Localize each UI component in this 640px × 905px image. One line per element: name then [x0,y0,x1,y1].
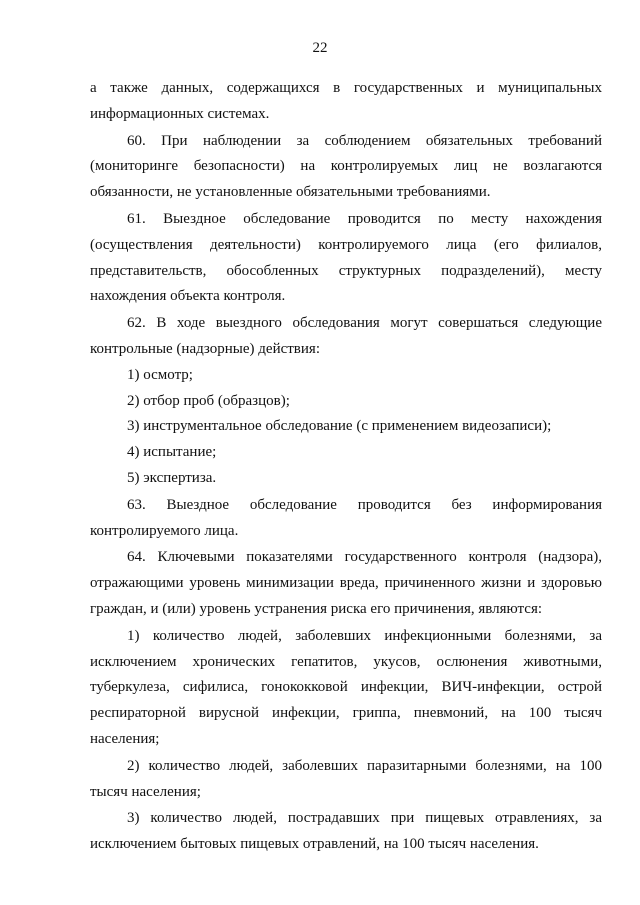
list-item-3: 3) инструментальное обследование (с применением видеозаписи); [127,418,552,435]
paragraph-61: 61. Выездное обследование проводится по месту нахождения (осуществления деятельности) контролируемого лица (его филиалов, представительств, обособленных структурных подразделений), месту нахождения объекта контроля. [90,210,602,305]
document-body [90,76,602,858]
list-item-1: 1) осмотр; [127,366,193,383]
indicator-item-2: 2) количество людей, заболевших паразитарными болезнями, на 100 тысяч населения; [90,757,602,800]
indicator-item-3: 3) количество людей, пострадавших при пищевых отравлениях, за исключением бытовых пищевых отравлений, на 100 тысяч населения. [90,810,602,853]
paragraph-continuation: а также данных, содержащихся в государственных и муниципальных информационных системах. [90,80,602,122]
list-item-2: 2) отбор проб (образцов); [127,392,290,409]
page-number: 22 [312,40,328,56]
paragraph-64: 64. Ключевыми показателями государственного контроля (надзора), отражающими уровень минимизации вреда, причиненного жизни и здоровью граждан, и (или) уровень устранения риска его причинения, являются: [90,549,602,617]
paragraph-60: 60. При наблюдении за соблюдением обязательных требований (мониторинге безопасности) на контролируемых лиц не возлагаются обязанности, не установленные обязательными требованиями. [90,132,602,201]
list-item-4: 4) испытание; [127,444,217,461]
paragraph-63: 63. Выездное обследование проводится без информирования контролируемого лица. [90,496,602,539]
list-item-5: 5) экспертиза. [127,469,217,486]
paragraph-62: 62. В ходе выездного обследования могут совершаться следующие контрольные (надзорные) действия: [90,315,602,357]
indicator-item-1: 1) количество людей, заболевших инфекционными болезнями, за исключением хронических гепатитов, укусов, ослюнения животными, туберкулеза, сифилиса, гонококковой инфекции, ВИЧ-инфекции, острой респираторной вирусной инфекции, гриппа, пневмоний, на 100 тысяч населения; [90,627,602,747]
